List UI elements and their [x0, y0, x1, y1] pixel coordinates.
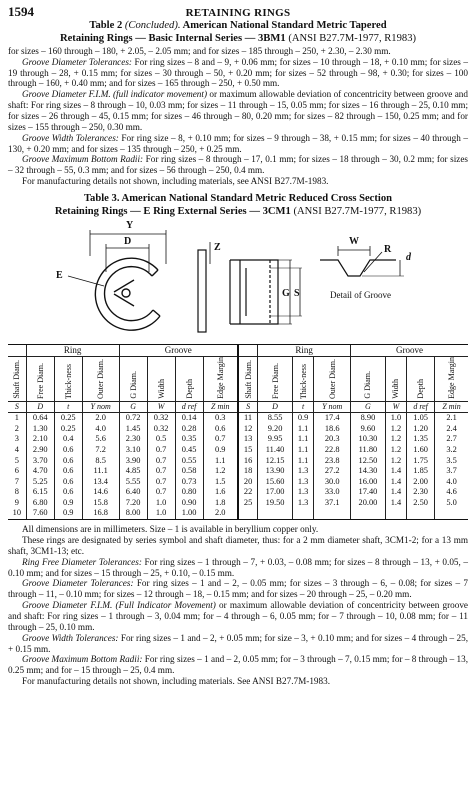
table-cell-right: 12.15 [258, 456, 293, 467]
table-cell-right: 19.50 [258, 498, 293, 509]
table-cell-right: 1.3 [292, 498, 313, 509]
e-ring-figure [8, 220, 468, 342]
table-cell-left: 0.7 [147, 477, 175, 488]
note-gwt-label: Groove Width Tolerances: [22, 632, 119, 643]
table2-title [8, 20, 468, 46]
table-cell-right: 1.0 [385, 413, 406, 424]
table-cell-left: 0.25 [54, 424, 82, 435]
table-cell-left: 0.35 [175, 434, 203, 445]
table-cell-left: 2 [14, 423, 19, 433]
table-cell-right: 11.40 [258, 445, 293, 456]
table-cell-left: 0.7 [147, 445, 175, 456]
sym-g-left: G [119, 402, 147, 413]
table-cell-left: 0.7 [147, 456, 175, 467]
table-cell-right: 10.30 [351, 434, 386, 445]
group-groove-right: Groove [351, 344, 468, 356]
note-gwt [8, 633, 468, 655]
table-row [8, 498, 468, 509]
col-outer-diam-left: Outer Diam. [96, 358, 106, 399]
table-cell-left: 1.0 [147, 498, 175, 509]
page-header [8, 4, 468, 20]
table-cell-left: 10 [8, 508, 26, 519]
table-cell-right: 14.30 [351, 466, 386, 477]
table-cell-left: 1.30 [26, 424, 54, 435]
table-row [8, 466, 468, 477]
table2-gmbr-label: Groove Maximum Bottom Radii: [22, 154, 144, 165]
table-cell-left: 0.6 [54, 487, 82, 498]
table-cell-left: 0.25 [54, 413, 82, 424]
table3-symbol-row [8, 402, 468, 413]
table-cell-right: 15.60 [258, 477, 293, 488]
table-cell-right: 17.40 [351, 487, 386, 498]
sym-y-right: Y nom [314, 402, 351, 413]
table-cell-left: 3.70 [26, 456, 54, 467]
table-cell-right: 1.2 [385, 445, 406, 456]
table-cell-right: 16.00 [351, 477, 386, 488]
table-cell-left: 6.15 [26, 487, 54, 498]
table-cell-right: 8.55 [258, 413, 293, 424]
sym-d-right: D [258, 402, 293, 413]
table-cell-left: 0.58 [175, 466, 203, 477]
table-cell-left: 1 [14, 413, 19, 423]
table2-fim-label: Groove Diameter F.I.M. (full indicator movement) [22, 89, 208, 100]
table-cell-left: 0.6 [54, 477, 82, 488]
table-cell-right: 11 [238, 413, 258, 424]
col-edge-margin-left: Edge Margin [215, 356, 225, 399]
table-cell-left: 3.90 [119, 456, 147, 467]
table3-col-header-row [8, 356, 468, 401]
sym-t-left: t [54, 402, 82, 413]
e-ring-drawing [8, 220, 468, 342]
note-manufacturing: For manufacturing details not shown, including materials. See ANSI B27.7M-1983. [22, 676, 330, 687]
table-cell-left: 14.6 [82, 487, 119, 498]
table2-gmbr-para [8, 154, 468, 176]
table-cell-right: 27.2 [314, 466, 351, 477]
table-cell-left: 0.32 [147, 424, 175, 435]
table-cell-left: 2.0 [203, 508, 238, 519]
table-cell-right: 1.2 [385, 424, 406, 435]
table-cell-right: 37.1 [314, 498, 351, 509]
table-cell-right: 18 [238, 466, 258, 477]
figure-label-d-depth: d [406, 251, 411, 263]
table-cell-left: 0.55 [175, 456, 203, 467]
table-cell-right: 3.2 [435, 445, 468, 456]
table-cell-right: 23.8 [314, 456, 351, 467]
table-cell-left: 1.00 [175, 508, 203, 519]
table-cell-left: 0.6 [203, 424, 238, 435]
table-cell-left: 5.55 [119, 477, 147, 488]
table-cell-right [314, 508, 351, 519]
table3-title-line2: Retaining Rings — E Ring External Series — 3CM1 [54, 205, 294, 217]
table2-fim-text: or maximum allowable deviation of concentricity between groove and shaft: For ring sizes – 8 through – 10, 0.03 mm; for sizes – 11 through – 15, 0.05 mm; for sizes – 16 through – 25, 0.10 mm; for sizes – 26 through – 45, 0.15 mm; for sizes – 46 through – 80, 0.20 mm; for sizes – 82 through – 150, 0.25 mm; and for sizes – 155 through – 250, 0.30 mm. [8, 89, 468, 132]
table-cell-right: 1.4 [385, 477, 406, 488]
sym-z-left: Z min [203, 402, 238, 413]
table-cell-right: 11.80 [351, 445, 386, 456]
table-cell-left: 11.1 [82, 466, 119, 477]
table2-manufacturing-para: For manufacturing details not shown, including materials, see ANSI B27.7M-1983. [22, 176, 329, 187]
table-cell-right [292, 508, 313, 519]
note-gmbr-text: For ring sizes – 1 and – 2, 0.05 mm; for – 3 through – 7, 0.15 mm; for – 8 through – 13, 0.25 mm; and for – 15 through – 25, 0.4 mm. [8, 654, 468, 676]
table-cell-right: 1.05 [407, 413, 435, 424]
table-cell-right: 3.5 [435, 456, 468, 467]
figure-label-y: Y [126, 219, 134, 231]
table-cell-right: 18.6 [314, 424, 351, 435]
note-fim-label: Groove Diameter F.I.M. (Full Indicator Movement) [22, 600, 216, 611]
col-thickness-right: Thick-ness [298, 363, 308, 399]
table-cell-left: 2.30 [119, 434, 147, 445]
table2-gwt-label: Groove Width Tolerances: [22, 132, 119, 143]
figure-label-r: R [384, 243, 392, 255]
group-groove-left: Groove [119, 344, 238, 356]
col-thickness-left: Thick-ness [63, 363, 73, 399]
table-cell-left: 5.25 [26, 477, 54, 488]
table2-gdt-label: Groove Diameter Tolerances: [22, 56, 132, 67]
table-cell-left: 4.85 [119, 466, 147, 477]
table-cell-left: 3.10 [119, 445, 147, 456]
table-cell-right: 1.2 [385, 456, 406, 467]
table-cell-left: 7.60 [26, 508, 54, 519]
table-row [8, 413, 468, 424]
table-row [8, 487, 468, 498]
table-cell-right: 2.1 [435, 413, 468, 424]
table-row [8, 434, 468, 445]
table-cell-left: 13.4 [82, 477, 119, 488]
table2-fim-para [8, 89, 468, 132]
table-cell-left: 0.14 [175, 413, 203, 424]
table-cell-right: 4.0 [435, 477, 468, 488]
figure-label-z: Z [214, 241, 221, 253]
note-gdt-text: For ring sizes – 1 and – 2, – 0.05 mm; for sizes – 3 through – 6, – 0.08; for sizes – 7 through – 11, – 0.10 mm; for sizes – 12 through – 18, – 0.15 mm; and for sizes – 20 through – 25, – 0.20 mm. [8, 578, 468, 600]
figure-label-g: G [282, 287, 290, 299]
table-cell-left: 0.80 [175, 487, 203, 498]
table-row [8, 508, 468, 519]
table-cell-left: 0.64 [26, 413, 54, 424]
sym-y-left: Y nom [82, 402, 119, 413]
table-cell-left: 8.5 [82, 456, 119, 467]
table2-title-line2: Retaining Rings — Basic Internal Series — 3BM1 [59, 32, 289, 44]
table-cell-right: 12 [238, 424, 258, 435]
table-cell-right: 1.1 [292, 445, 313, 456]
figure-caption-detail-of-groove: Detail of Groove [330, 289, 391, 300]
table-cell-left: 8.00 [119, 508, 147, 519]
table-cell-right: 5.0 [435, 498, 468, 509]
running-head: RETAINING RINGS [185, 7, 291, 19]
table-cell-right: 9.20 [258, 424, 293, 435]
table-cell-left: 0.90 [175, 498, 203, 509]
table-cell-right: 30.0 [314, 477, 351, 488]
table-cell-left: 1.2 [203, 466, 238, 477]
table-cell-left: 0.5 [147, 434, 175, 445]
table-cell-left: 0.45 [175, 445, 203, 456]
table2-gdt-para [8, 57, 468, 90]
table-cell-right: 1.4 [385, 487, 406, 498]
table-cell-left: 6.40 [119, 487, 147, 498]
table-cell-right [238, 508, 258, 519]
table-cell-left: 1.8 [203, 498, 238, 509]
note-rfdt-label: Ring Free Diameter Tolerances: [22, 556, 142, 567]
table-cell-left: 0.7 [203, 434, 238, 445]
table-cell-right: 15 [238, 445, 258, 456]
table-cell-right: 2.4 [435, 424, 468, 435]
col-free-diam-right: Free Diam. [270, 362, 280, 399]
table-cell-left: 7.20 [119, 498, 147, 509]
table-cell-left: 4.0 [82, 424, 119, 435]
sym-w-right: W [385, 402, 406, 413]
table-cell-right: 3.7 [435, 466, 468, 477]
col-shaft-diam-right: Shaft Diam. [243, 360, 253, 399]
table-cell-right [407, 508, 435, 519]
table-cell-right: 9.95 [258, 434, 293, 445]
table2-sizes-para: for sizes – 160 through – 180, + 2.05, – 2.05 mm; and for sizes – 185 through – 250, + 2.30, – 2.30 mm. [8, 45, 391, 56]
table-row [8, 424, 468, 435]
table3-group-header-row [8, 344, 468, 356]
table-cell-right: 0.9 [292, 413, 313, 424]
table2-gwt-para [8, 133, 468, 155]
figure-label-d-free: D [124, 235, 132, 247]
sym-s-right: S [238, 402, 258, 413]
sym-g-right: G [351, 402, 386, 413]
note-rfdt [8, 557, 468, 579]
table-cell-left: 7 [14, 476, 19, 486]
table-cell-left: 2.90 [26, 445, 54, 456]
table-cell-left: 0.72 [119, 413, 147, 424]
table-cell-right: 33.0 [314, 487, 351, 498]
sym-d-left: D [26, 402, 54, 413]
table-cell-right: 17.4 [314, 413, 351, 424]
table-cell-right: 1.35 [407, 434, 435, 445]
figure-label-w: W [349, 235, 359, 247]
table3-data [8, 344, 468, 520]
table-cell-right: 1.3 [292, 466, 313, 477]
table-cell-left: 1.0 [147, 508, 175, 519]
col-width-right: Width [391, 379, 401, 399]
table-cell-right: 1.20 [407, 424, 435, 435]
table-cell-right: 20.00 [351, 498, 386, 509]
table-cell-right: 12.50 [351, 456, 386, 467]
figure-label-e: E [56, 269, 63, 281]
col-depth-left: Depth [184, 379, 194, 399]
group-ring-left: Ring [26, 344, 119, 356]
table-cell-left: 0.6 [54, 466, 82, 477]
note-gdt [8, 578, 468, 600]
table-cell-left: 8 [14, 487, 19, 497]
table-cell-left: 0.9 [203, 445, 238, 456]
table-cell-right: 1.1 [292, 456, 313, 467]
note-gwt-text: For ring sizes – 1 and – 2, + 0.05 mm; for size – 3, + 0.10 mm; and for sizes – 4 through – 25, + 0.15 mm. [8, 632, 468, 654]
table-cell-left: 15.8 [82, 498, 119, 509]
table3-title-line1: Table 3. American National Standard Metric Reduced Cross Section [83, 193, 393, 205]
table2-title-prefix: Table 2 [89, 20, 125, 31]
col-g-diam-left: G Diam. [128, 371, 138, 399]
table-row [8, 477, 468, 488]
table-cell-left: 2.0 [82, 413, 119, 424]
table-cell-left: 6.80 [26, 498, 54, 509]
table-row [8, 456, 468, 467]
table-cell-left: 5 [14, 455, 19, 465]
table-cell-left: 0.4 [54, 434, 82, 445]
table-cell-right: 1.4 [385, 498, 406, 509]
table-cell-right: 17.00 [258, 487, 293, 498]
table-cell-left: 1.1 [203, 456, 238, 467]
table-cell-right [435, 508, 468, 519]
table-cell-right [258, 508, 293, 519]
table-cell-right: 1.1 [292, 434, 313, 445]
table-cell-right: 9.60 [351, 424, 386, 435]
note-fim [8, 600, 468, 633]
note-dimensions: All dimensions are in millimeters. Size – 1 is available in beryllium copper only. [22, 524, 319, 535]
table-cell-left: 4 [14, 444, 19, 454]
table-cell-right: 2.7 [435, 434, 468, 445]
table-cell-left: 3 [14, 434, 19, 444]
sym-w-left: W [147, 402, 175, 413]
table-cell-left: 7.2 [82, 445, 119, 456]
table-cell-right: 2.00 [407, 477, 435, 488]
table-cell-left: 1.6 [203, 487, 238, 498]
note-designation: These rings are designated by series symbol and shaft diameter, thus: for a 2 mm diameter shaft, 3CM1-2; for a 13 mm shaft, 3CM1-13; etc. [8, 534, 468, 556]
table-cell-right: 22 [238, 487, 258, 498]
table-cell-right: 2.50 [407, 498, 435, 509]
table-cell-right: 4.6 [435, 487, 468, 498]
table-cell-left: 0.7 [147, 487, 175, 498]
table-cell-left: 1.5 [203, 477, 238, 488]
table-cell-left: 0.7 [147, 466, 175, 477]
table-cell-right [351, 508, 386, 519]
table-cell-left: 2.10 [26, 434, 54, 445]
table-cell-right: 2.30 [407, 487, 435, 498]
table-cell-left: 1.45 [119, 424, 147, 435]
table-cell-left: 0.6 [54, 456, 82, 467]
table-cell-left: 0.9 [54, 508, 82, 519]
table-cell-right: 20.3 [314, 434, 351, 445]
table2-gwt-text: For ring size – 8, + 0.10 mm; for sizes – 9 through – 38, + 0.15 mm; for sizes – 40 through – 130, + 0.20 mm; and for sizes – 135 through – 250, + 0.25 mm. [8, 132, 468, 154]
table-cell-right: 1.1 [292, 424, 313, 435]
table-cell-right: 16 [238, 456, 258, 467]
table-cell-left: 0.9 [54, 498, 82, 509]
table-cell-left: 5.6 [82, 434, 119, 445]
group-ring-right: Ring [258, 344, 351, 356]
table-cell-left: 0.3 [203, 413, 238, 424]
table2-gmbr-text: For ring sizes – 8 through – 17, 0.1 mm; for sizes – 18 through – 30, 0.2 mm; for sizes – 32 through – 55, 0.3 mm; and for sizes – 56 through – 250, 0.4 mm. [8, 154, 468, 176]
col-free-diam-left: Free Diam. [35, 362, 45, 399]
note-rfdt-text: For ring sizes – 1 through – 7, + 0.03, – 0.08 mm; for sizes – 8 through – 13, + 0.05, – 0.10 mm; and for sizes – 15 through – 25, + 0.10, – 0.15 mm. [8, 556, 468, 578]
table-cell-right: 1.75 [407, 456, 435, 467]
table-cell-left: 16.8 [82, 508, 119, 519]
col-edge-margin-right: Edge Margin [447, 356, 457, 399]
table-cell-right: 22.8 [314, 445, 351, 456]
col-width-left: Width [156, 379, 166, 399]
table-cell-left: 6 [14, 466, 19, 476]
table-cell-right: 1.3 [292, 477, 313, 488]
sym-dref-left: d ref [175, 402, 203, 413]
sym-z-right: Z min [435, 402, 468, 413]
table-cell-left: 9 [14, 497, 19, 507]
table3-title [8, 193, 468, 219]
table-cell-right: 1.85 [407, 466, 435, 477]
table2-title-concluded: (Concluded). [124, 20, 181, 31]
table-cell-right: 13.90 [258, 466, 293, 477]
table2-gdt-text: For ring sizes – 8 and – 9, + 0.06 mm; for sizes – 10 through – 18, + 0.10 mm; for sizes – 19 through – 28, + 0.15 mm; for sizes – 30 through – 50, + 0.20 mm; for sizes – 52 through – 98, + 0.30; for sizes – 100 through – 160, + 0.40 mm; and for sizes – 165 through – 250, + 0.50 mm. [8, 56, 468, 89]
note-gmbr [8, 654, 468, 676]
sym-dref-right: d ref [407, 402, 435, 413]
col-outer-diam-right: Outer Diam. [327, 358, 337, 399]
col-shaft-diam-left: Shaft Diam. [12, 360, 22, 399]
col-g-diam-right: G Diam. [363, 371, 373, 399]
page-number: 1594 [8, 4, 34, 19]
table3-notes [8, 524, 468, 687]
table-cell-right: 20 [238, 477, 258, 488]
table-cell-left: 0.73 [175, 477, 203, 488]
table-cell-right: 1.3 [292, 487, 313, 498]
table-cell-right: 8.90 [351, 413, 386, 424]
table-cell-left: 4.70 [26, 466, 54, 477]
note-gdt-label: Groove Diameter Tolerances: [22, 578, 134, 589]
table-cell-right [385, 508, 406, 519]
table-cell-left: 0.6 [54, 445, 82, 456]
table-cell-left: 0.28 [175, 424, 203, 435]
table-row [8, 445, 468, 456]
table-cell-right: 1.4 [385, 466, 406, 477]
table-cell-right: 1.60 [407, 445, 435, 456]
table3-body [8, 413, 468, 520]
note-fim-text: or maximum allowable deviation of concentricity between groove and shaft: For ring sizes – 1 through – 3, 0.04 mm; for – 4 through – 6, 0.05 mm; for – 7 through – 10, 0.08 mm; for – 11 through – 25, 0.10 mm. [8, 600, 469, 632]
table-cell-right: 1.2 [385, 434, 406, 445]
table-cell-right: 25 [238, 498, 258, 509]
table3-title-std: (ANSI B27.7M-1977, R1983) [293, 205, 422, 217]
table2-title-std: (ANSI B27.7M-1977, R1983) [288, 32, 417, 44]
note-gmbr-label: Groove Maximum Bottom Radii: [22, 654, 143, 665]
sym-t-right: t [292, 402, 313, 413]
table2-title-rest: American National Standard Metric Tapered [180, 20, 387, 31]
sym-s-left: S [8, 402, 26, 413]
col-depth-right: Depth [416, 379, 426, 399]
table-cell-left: 0.32 [147, 413, 175, 424]
figure-label-s: S [294, 287, 300, 299]
table-cell-right: 13 [238, 434, 258, 445]
